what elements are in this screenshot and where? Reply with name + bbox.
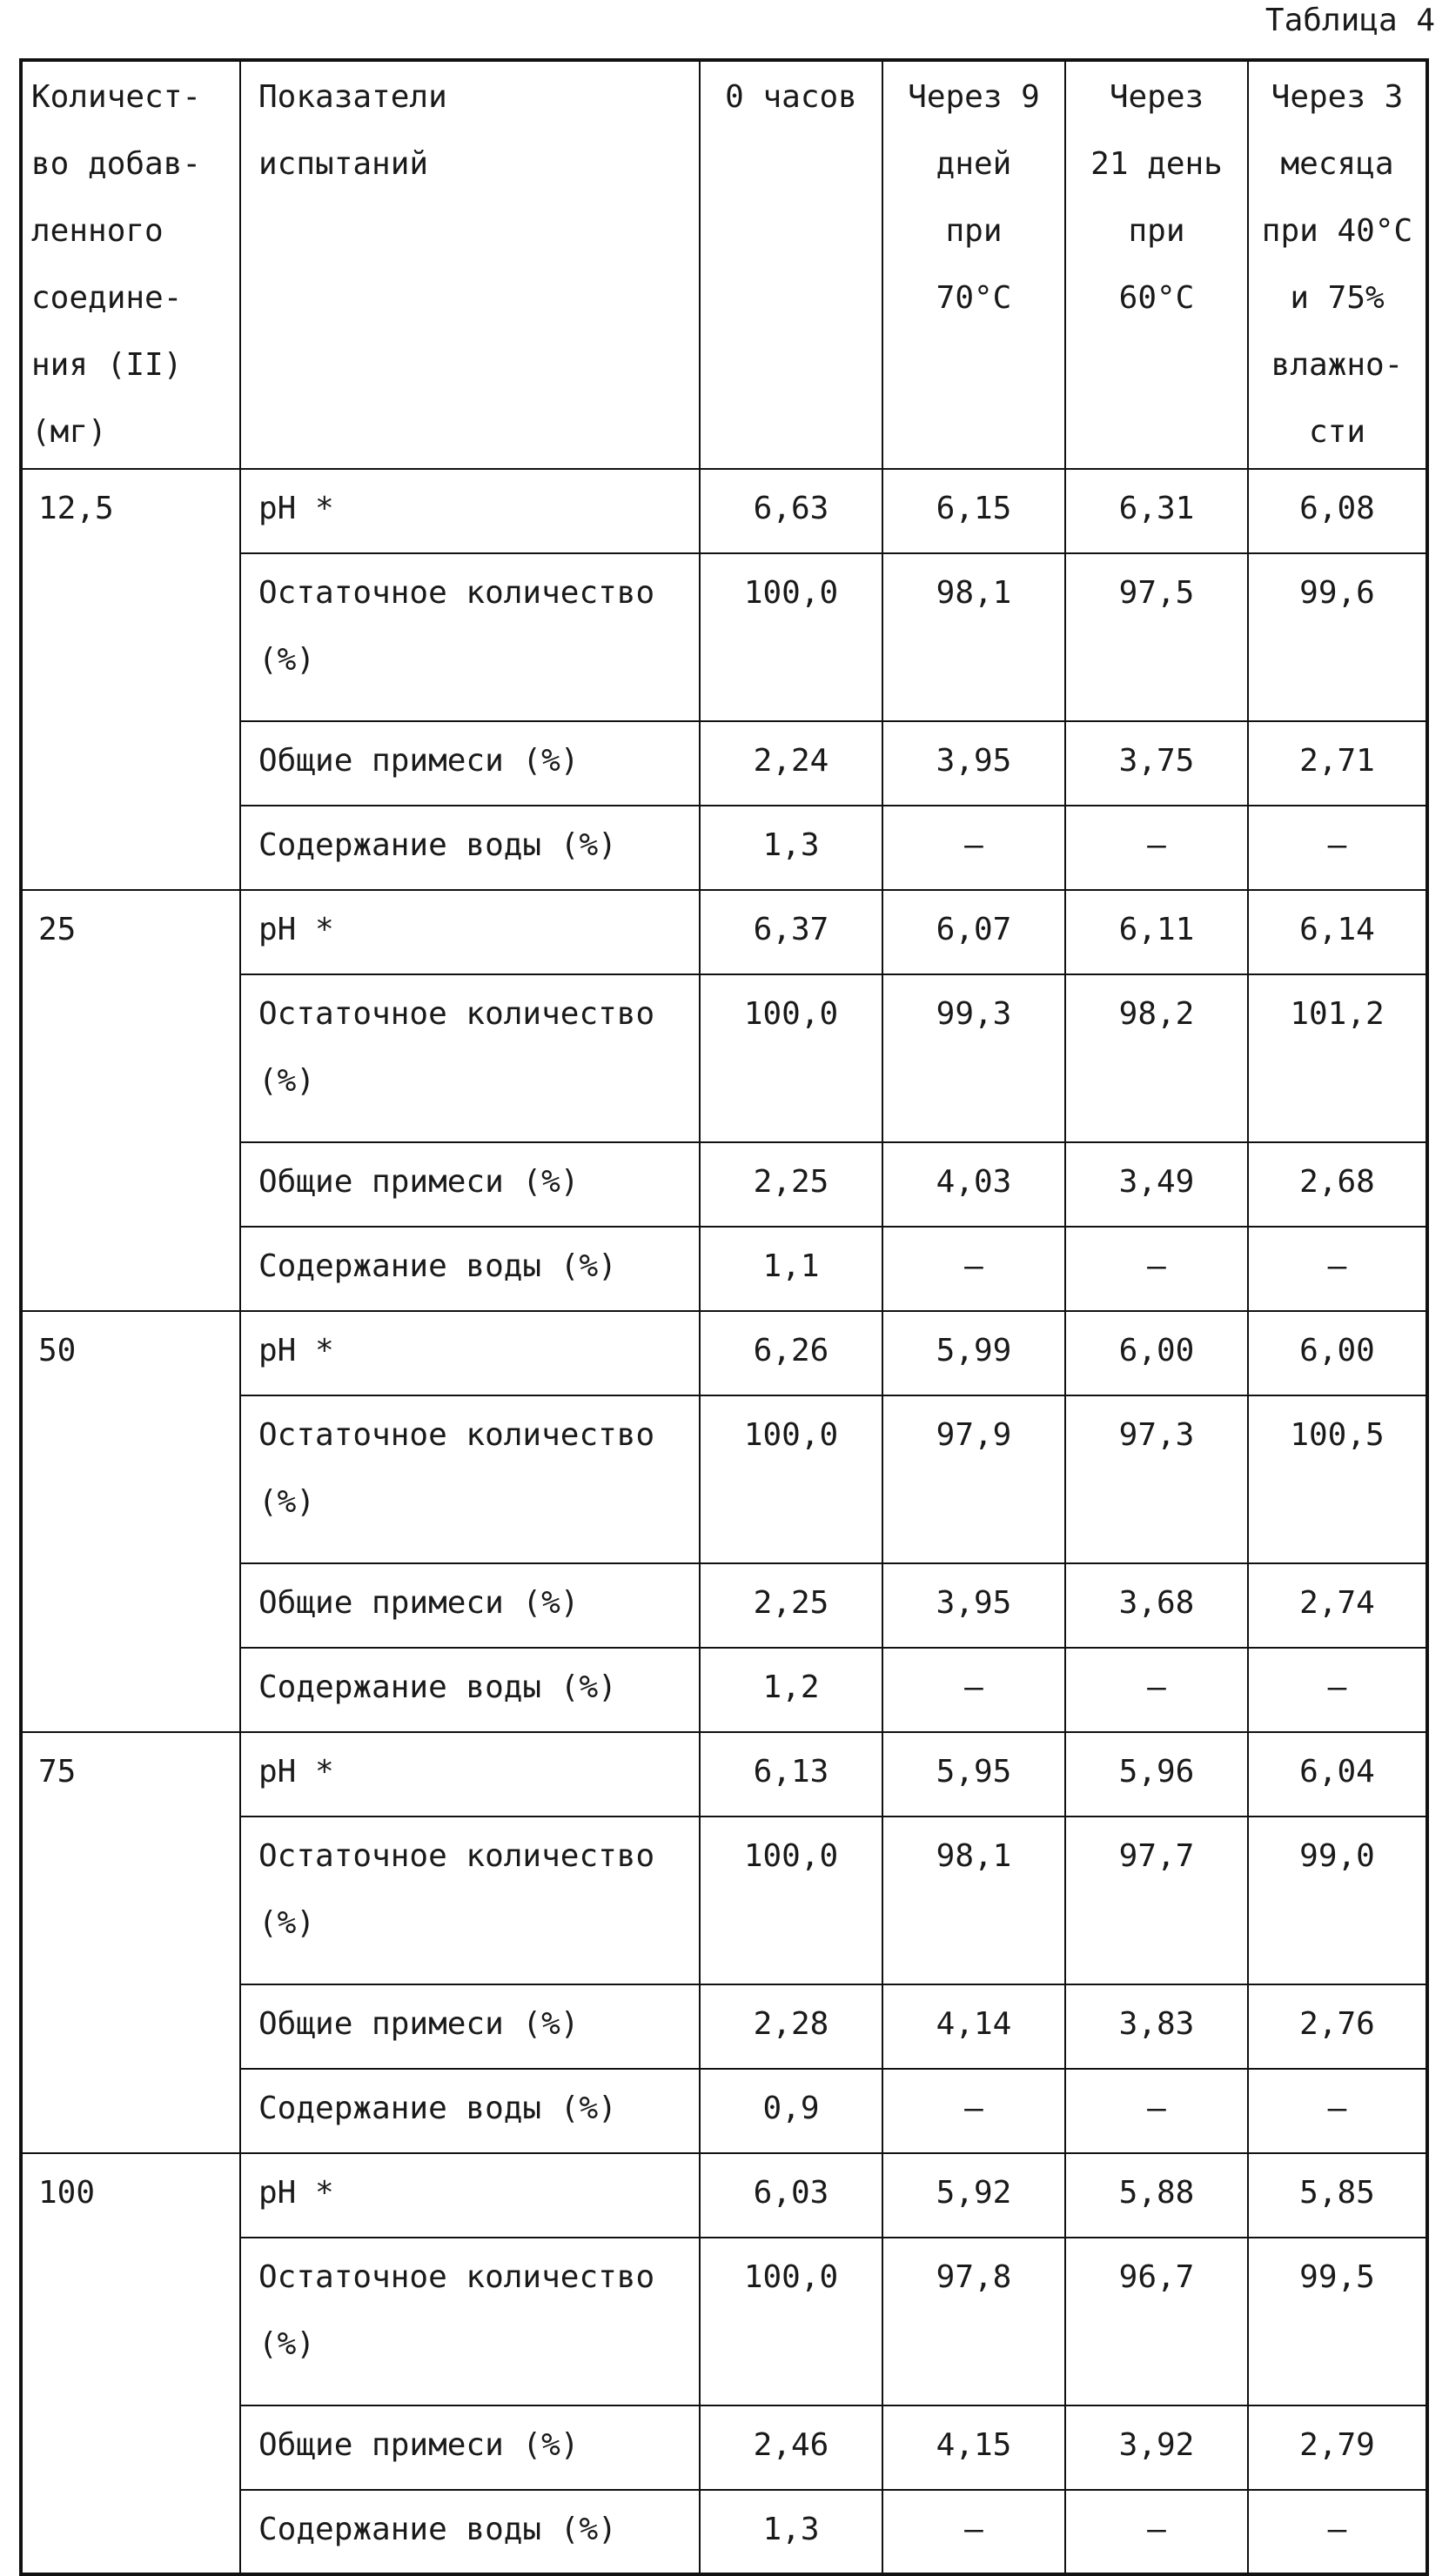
value-cell: 100,0: [700, 1395, 882, 1563]
value-cell: 5,85: [1248, 2153, 1427, 2238]
table-row: [21, 2153, 1427, 2238]
value-cell: –: [1248, 2069, 1427, 2153]
value-cell: –: [1065, 2069, 1248, 2153]
value-cell: 97,5: [1065, 553, 1248, 721]
value-cell: 98,2: [1065, 974, 1248, 1142]
value-cell: –: [1065, 2490, 1248, 2574]
indicator-cell: pH *: [240, 2153, 700, 2238]
value-cell: 6,63: [700, 469, 882, 553]
table-caption: Таблица 4: [1265, 3, 1435, 38]
header-line: Через 3: [1271, 79, 1404, 115]
value-cell: –: [882, 806, 1065, 890]
value-cell: 3,68: [1065, 1563, 1248, 1648]
header-line: при: [1128, 213, 1185, 249]
value-cell: 2,76: [1248, 1984, 1427, 2069]
value-cell: 6,26: [700, 1311, 882, 1395]
value-cell: 1,3: [700, 806, 882, 890]
indicator-cell: pH *: [240, 1311, 700, 1395]
value-cell: 2,46: [700, 2405, 882, 2490]
value-cell: 100,0: [700, 1817, 882, 1984]
value-cell: 6,13: [700, 1732, 882, 1817]
header-line: месяца: [1280, 146, 1394, 182]
indicator-cell: pH *: [240, 1732, 700, 1817]
amount-cell: 50: [21, 1311, 240, 1732]
table-row: [21, 1311, 1427, 1395]
value-cell: 1,3: [700, 2490, 882, 2574]
header-line: 0 часов: [725, 79, 857, 115]
indicator-cell: pH *: [240, 469, 700, 553]
value-cell: 2,25: [700, 1142, 882, 1227]
value-cell: 4,03: [882, 1142, 1065, 1227]
table-body: [21, 469, 1427, 2574]
value-cell: 2,71: [1248, 721, 1427, 806]
table-row: [21, 1732, 1427, 1817]
value-cell: 101,2: [1248, 974, 1427, 1142]
amount-cell: 25: [21, 890, 240, 1311]
value-cell: 6,37: [700, 890, 882, 974]
value-cell: 100,0: [700, 974, 882, 1142]
value-cell: 97,9: [882, 1395, 1065, 1563]
header-0-hours: [700, 60, 882, 469]
value-cell: 97,3: [1065, 1395, 1248, 1563]
table-header: [21, 60, 1427, 469]
value-cell: 2,74: [1248, 1563, 1427, 1648]
value-cell: 2,24: [700, 721, 882, 806]
indicator-cell: Остаточное количество (%): [240, 974, 700, 1142]
value-cell: 97,8: [882, 2238, 1065, 2405]
table-row: [21, 469, 1427, 553]
indicator-cell: Общие примеси (%): [240, 721, 700, 806]
header-line: ленного: [31, 213, 164, 249]
indicator-cell: Общие примеси (%): [240, 1142, 700, 1227]
header-indicator: [240, 60, 700, 469]
value-cell: 3,75: [1065, 721, 1248, 806]
indicator-cell: Остаточное количество (%): [240, 553, 700, 721]
value-cell: 99,6: [1248, 553, 1427, 721]
indicator-cell: Остаточное количество (%): [240, 1817, 700, 1984]
indicator-cell: Остаточное количество (%): [240, 2238, 700, 2405]
table-row: [21, 890, 1427, 974]
value-cell: –: [1248, 1227, 1427, 1311]
value-cell: 5,92: [882, 2153, 1065, 2238]
header-line: Через: [1109, 79, 1204, 115]
header-line: испытаний: [258, 146, 429, 182]
value-cell: 6,03: [700, 2153, 882, 2238]
indicator-cell: Общие примеси (%): [240, 1984, 700, 2069]
value-cell: –: [1065, 806, 1248, 890]
value-cell: 1,2: [700, 1648, 882, 1732]
indicator-cell: Общие примеси (%): [240, 2405, 700, 2490]
header-amount: [21, 60, 240, 469]
value-cell: –: [882, 2069, 1065, 2153]
amount-cell: 12,5: [21, 469, 240, 890]
amount-cell: 75: [21, 1732, 240, 2153]
value-cell: 100,5: [1248, 1395, 1427, 1563]
header-21-days: [1065, 60, 1248, 469]
indicator-cell: pH *: [240, 890, 700, 974]
header-3-months: [1248, 60, 1427, 469]
value-cell: –: [1248, 2490, 1427, 2574]
indicator-cell: Остаточное количество (%): [240, 1395, 700, 1563]
value-cell: 3,83: [1065, 1984, 1248, 2069]
value-cell: 100,0: [700, 2238, 882, 2405]
value-cell: 98,1: [882, 553, 1065, 721]
value-cell: 6,07: [882, 890, 1065, 974]
value-cell: 3,95: [882, 721, 1065, 806]
value-cell: 100,0: [700, 553, 882, 721]
value-cell: 96,7: [1065, 2238, 1248, 2405]
value-cell: 6,00: [1065, 1311, 1248, 1395]
value-cell: 4,14: [882, 1984, 1065, 2069]
value-cell: 6,14: [1248, 890, 1427, 974]
value-cell: 3,95: [882, 1563, 1065, 1648]
value-cell: 2,79: [1248, 2405, 1427, 2490]
value-cell: 6,00: [1248, 1311, 1427, 1395]
header-line: 60°C: [1118, 280, 1195, 316]
indicator-cell: Содержание воды (%): [240, 2069, 700, 2153]
value-cell: 5,88: [1065, 2153, 1248, 2238]
value-cell: 99,5: [1248, 2238, 1427, 2405]
amount-cell: 100: [21, 2153, 240, 2574]
value-cell: 2,25: [700, 1563, 882, 1648]
value-cell: 99,0: [1248, 1817, 1427, 1984]
header-line: сти: [1308, 414, 1366, 450]
value-cell: –: [1248, 806, 1427, 890]
indicator-cell: Общие примеси (%): [240, 1563, 700, 1648]
indicator-cell: Содержание воды (%): [240, 1227, 700, 1311]
indicator-cell: Содержание воды (%): [240, 1648, 700, 1732]
header-line: при: [945, 213, 1003, 249]
header-line: (мг): [31, 414, 107, 450]
header-line: 70°C: [936, 280, 1012, 316]
header-line: при 40°C: [1261, 213, 1413, 249]
header-line: во добав-: [31, 146, 202, 182]
header-line: Количест-: [31, 79, 202, 115]
value-cell: –: [882, 2490, 1065, 2574]
header-line: соедине-: [31, 280, 183, 316]
value-cell: 3,49: [1065, 1142, 1248, 1227]
value-cell: 1,1: [700, 1227, 882, 1311]
value-cell: 98,1: [882, 1817, 1065, 1984]
value-cell: 6,08: [1248, 469, 1427, 553]
value-cell: 99,3: [882, 974, 1065, 1142]
header-line: Показатели: [258, 79, 447, 115]
header-line: дней: [936, 146, 1012, 182]
value-cell: 6,15: [882, 469, 1065, 553]
value-cell: 2,68: [1248, 1142, 1427, 1227]
value-cell: 5,99: [882, 1311, 1065, 1395]
value-cell: 6,31: [1065, 469, 1248, 553]
header-line: и 75%: [1290, 280, 1385, 316]
value-cell: 2,28: [700, 1984, 882, 2069]
indicator-cell: Содержание воды (%): [240, 2490, 700, 2574]
indicator-cell: Содержание воды (%): [240, 806, 700, 890]
value-cell: –: [1248, 1648, 1427, 1732]
value-cell: 3,92: [1065, 2405, 1248, 2490]
value-cell: 0,9: [700, 2069, 882, 2153]
value-cell: 5,96: [1065, 1732, 1248, 1817]
header-line: влажно-: [1271, 347, 1404, 383]
value-cell: 5,95: [882, 1732, 1065, 1817]
value-cell: –: [1065, 1227, 1248, 1311]
value-cell: 97,7: [1065, 1817, 1248, 1984]
value-cell: 6,11: [1065, 890, 1248, 974]
header-line: Через 9: [908, 79, 1040, 115]
header-line: 21 день: [1090, 146, 1223, 182]
header-9-days: [882, 60, 1065, 469]
header-line: ния (II): [31, 347, 183, 383]
value-cell: –: [1065, 1648, 1248, 1732]
value-cell: 4,15: [882, 2405, 1065, 2490]
value-cell: –: [882, 1227, 1065, 1311]
stability-table: [19, 58, 1429, 2576]
value-cell: 6,04: [1248, 1732, 1427, 1817]
value-cell: –: [882, 1648, 1065, 1732]
